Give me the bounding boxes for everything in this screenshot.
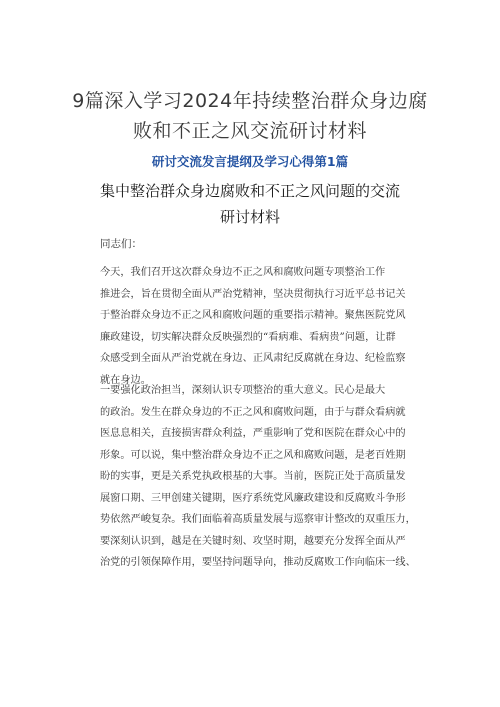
paragraph-2 (100, 380, 430, 574)
paragraph-line: 治党的引领保障作用，要坚持问题导向，推动反腐败工作向临床一线、 (100, 557, 416, 568)
paragraph-line: 势依然严峻复杂。我们面临着高质量发展与巡察审计整改的双重压力， (100, 514, 416, 525)
paragraph-line: 展窗口期、三甲创建关键期，医疗系统党风廉政建设和反腐败斗争形 (100, 492, 406, 504)
paragraph-line: 医息息相关，直接损害群众利益，严重影响了党和医院在群众心中的 (100, 428, 406, 439)
paragraph-line: 推进会，旨在贯彻全面从严治党精神，坚决贯彻执行习近平总书记关 (100, 288, 406, 300)
document-title-line-2: 败和不正之风交流研讨材料 (132, 120, 367, 142)
section-header: 研讨交流发言提纲及学习心得第1篇 (151, 154, 349, 169)
paragraph-line: 盼的实事，更是关系党执政根基的大事。当前，医院正处于高质量发 (100, 471, 406, 482)
paragraph-line: 就在身边。 (100, 374, 151, 386)
document-title (60, 86, 440, 146)
paragraph-line: 一要强化政治担当，深刻认识专项整治的重大意义。民心是最大 (100, 385, 386, 396)
article-title-line-1: 集中整治群众身边腐败和不正之风问题的交流 (99, 182, 400, 200)
article-title-line-2: 研讨材料 (219, 208, 280, 226)
paragraph-1 (100, 262, 430, 391)
salutation: 同志们： (100, 238, 142, 250)
paragraph-line: 于整治群众身边不正之风和腐败问题的重要指示精神。聚焦医院党风 (100, 310, 406, 321)
paragraph-line: 的政治。发生在群众身边的不正之风和腐败问题，由于与群众看病就 (100, 406, 406, 418)
article-title (60, 178, 440, 230)
paragraph-line: 众感受到全面从严治党就在身边、正风肃纪反腐就在身边、纪检监察 (100, 353, 406, 364)
paragraph-line: 今天，我们召开这次群众身边不正之风和腐败问题专项整治工作 (100, 267, 386, 278)
paragraph-line: 形象。可以说，集中整治群众身边不正之风和腐败问题，是老百姓期 (100, 449, 406, 461)
paragraph-line: 廉政建设，切实解决群众反映强烈的“看病难、看病贵”问题，让群 (100, 331, 396, 343)
document-title-line-1: 9篇深入学习2024年持续整治群众身边腐 (72, 90, 428, 112)
paragraph-line: 要深刻认识到，越是在关键时刻、攻坚时期，越要充分发挥全面从严 (100, 535, 406, 547)
